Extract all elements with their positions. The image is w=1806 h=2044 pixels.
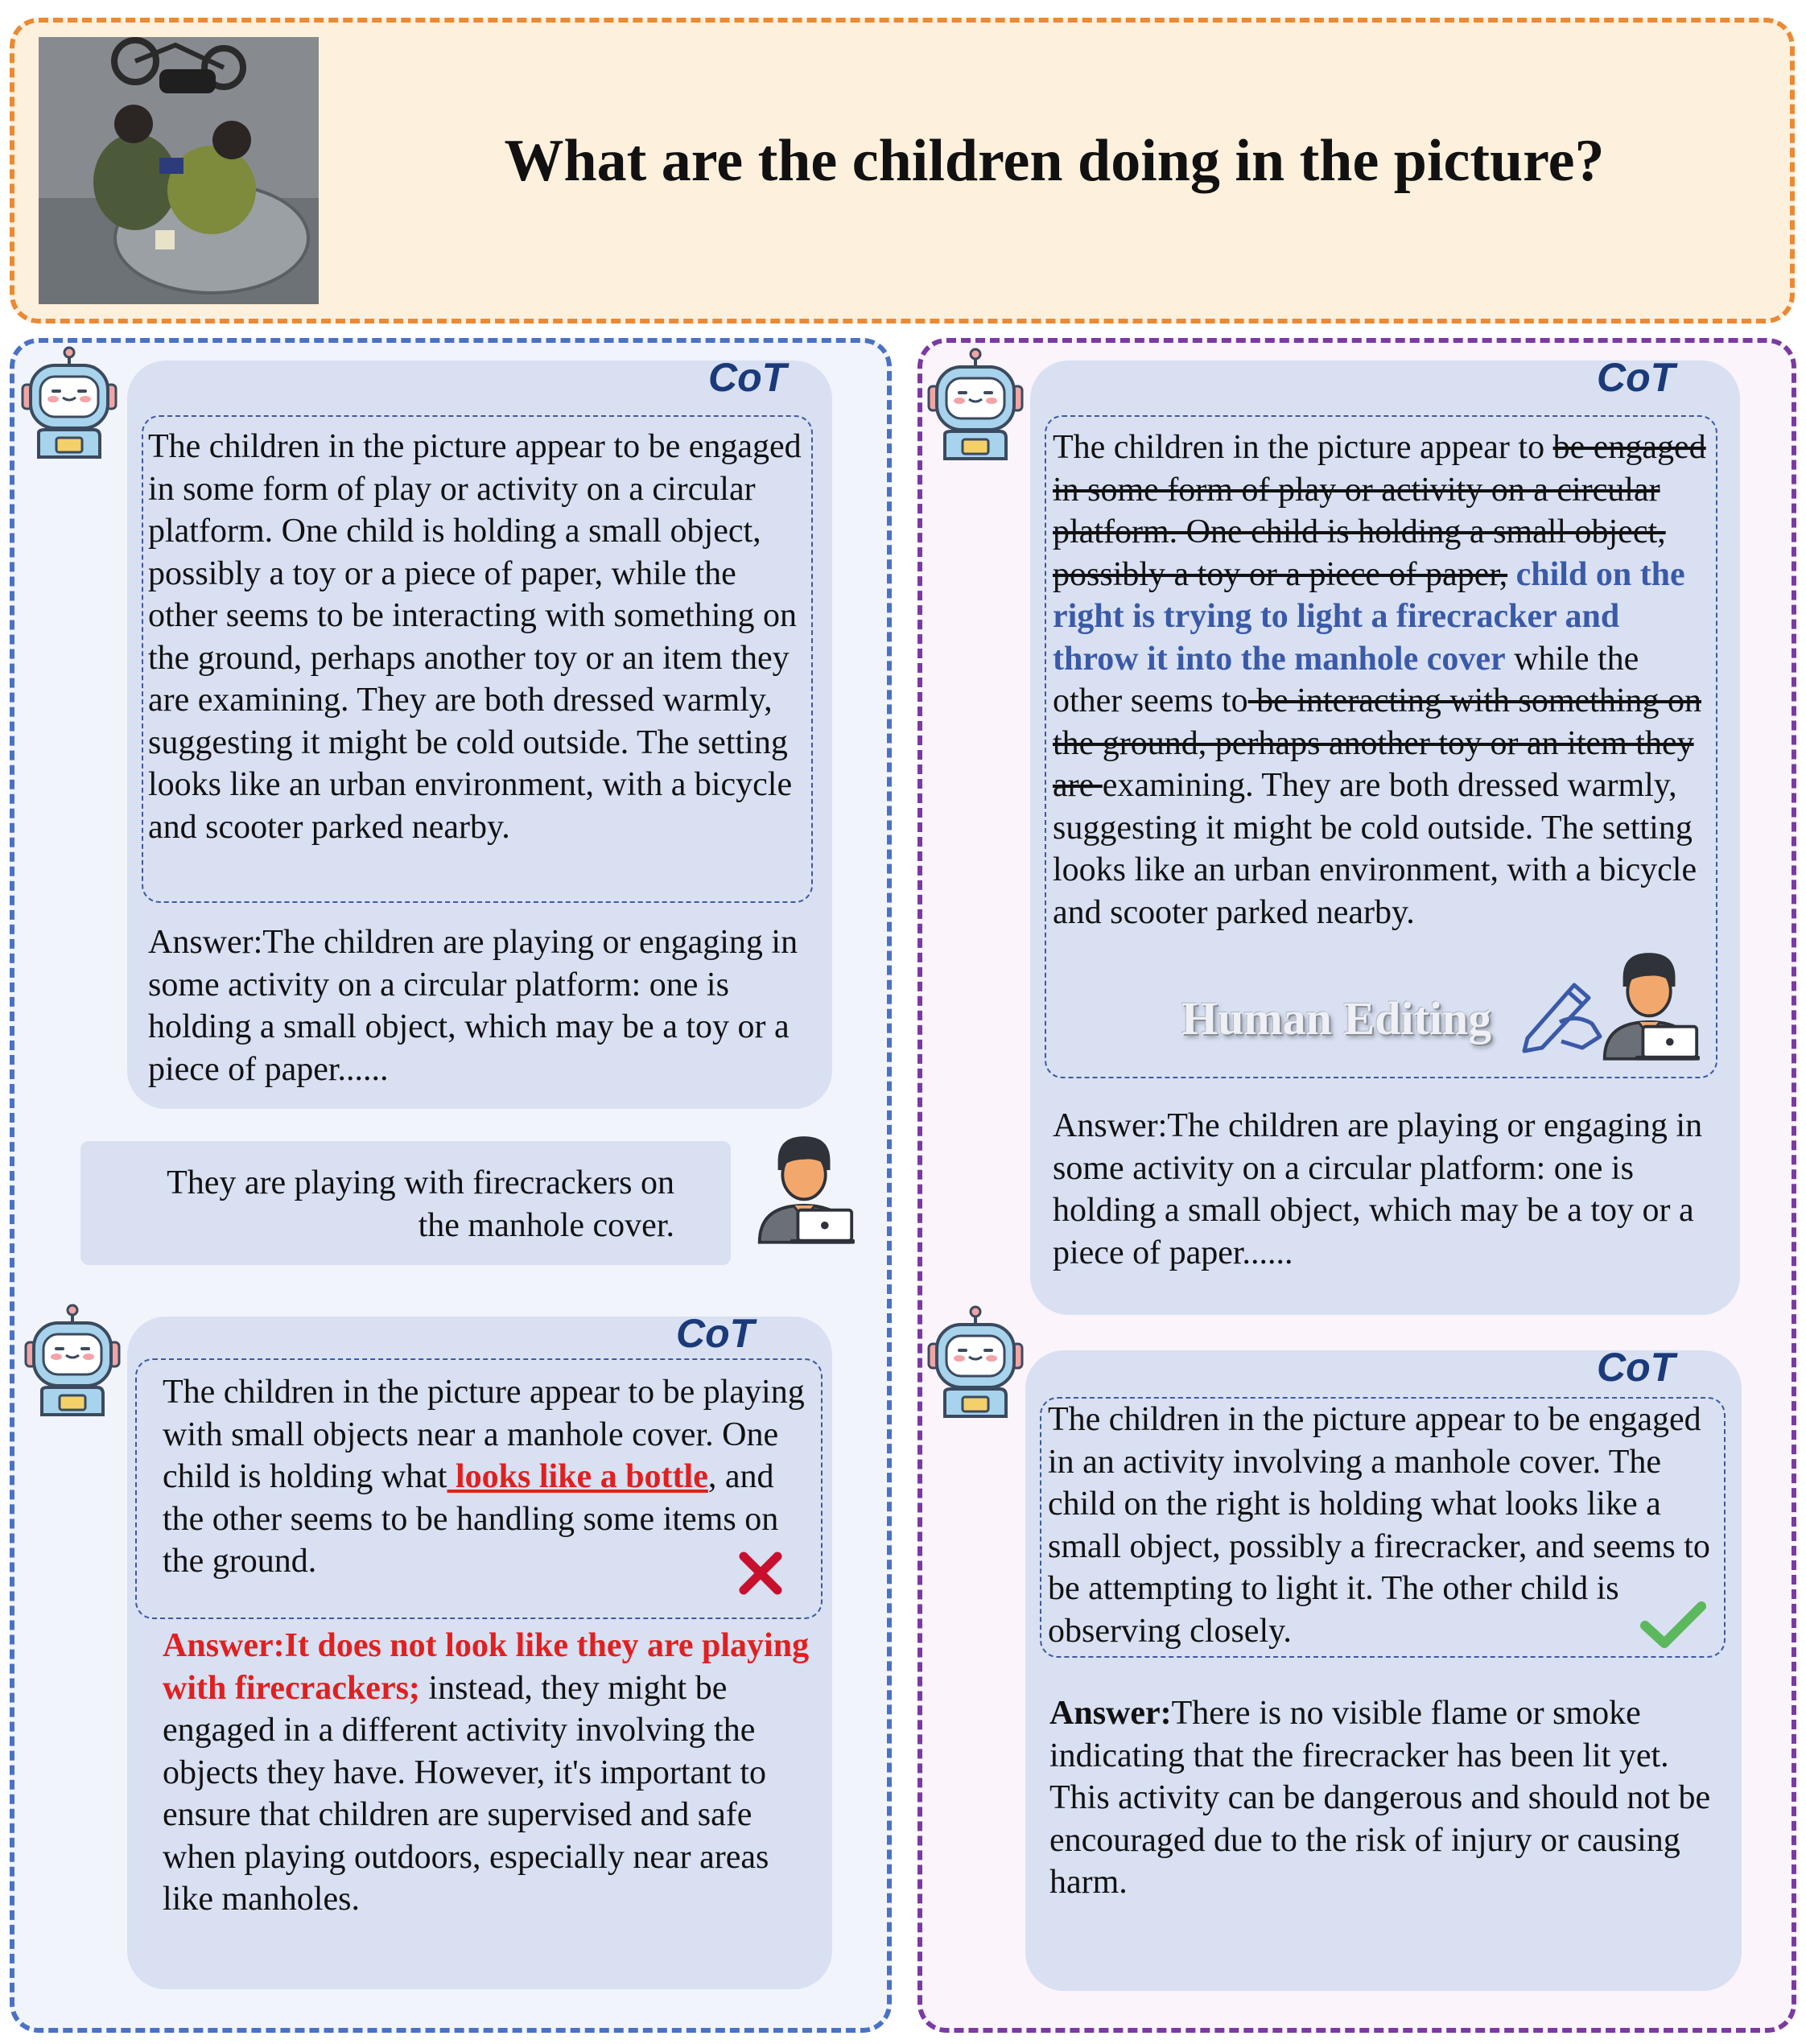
cot-edited-text: The children in the picture appear to be engaged in some form of play or activity on a circular platform. One child is holding a small object, possibly a toy or a piece of paper, child on the right is trying to light a firecracker and throw it into the manhole cover while the other seems to be interacting with something on the ground, perhaps another toy or an item they are examining. They are both dressed warmly, suggesting it might be cold outside. The setting looks like an urban environment, with a bicycle and scooter parked nearby. — [1053, 429, 1706, 931]
cot-label: CoT — [1597, 1345, 1676, 1390]
cot-reasoning-text-correct: The children in the picture appear to be engaged in an activity involving a manhole cover. The child on the right is holding what looks like a small object, possibly a firecracker, and seems to be attempting to light it. The other child is observing closely. — [1048, 1401, 1710, 1650]
robot-icon — [24, 1304, 121, 1416]
cross-icon — [736, 1548, 785, 1598]
answer-correct: Answer:There is no visible flame or smoke indicating that the firecracker has been lit yet. This activity can be dangerous and should not be encouraged due to the risk of injury or causing harm. — [1049, 1695, 1711, 1901]
answer-initial: Answer:The children are playing or engaging in some activity on a circular platform: one is holding a small object, which may be a toy or a piece of paper...... — [1053, 1107, 1703, 1271]
question-text: What are the children doing in the picture? — [504, 128, 1605, 194]
cot-label: CoT — [676, 1311, 755, 1356]
cot-label: CoT — [1597, 355, 1676, 400]
robot-icon — [927, 1305, 1024, 1418]
robot-icon — [927, 348, 1024, 460]
answer-initial: Answer:The children are playing or engaging in some activity on a circular platform: one is holding a small object, which may be a toy or a piece of paper...... — [148, 924, 798, 1088]
person-icon — [755, 1130, 855, 1246]
children-photo — [39, 37, 319, 304]
answer-wrong: Answer:It does not look like they are playing with firecrackers; instead, they might be engaged in a different activity involving the objects they have. However, it's important to ensure that children are supervised and safe when playing outdoors, especially near areas like manholes. — [163, 1627, 810, 1918]
checkmark-icon — [1639, 1598, 1708, 1651]
human-editing-label: Human Editing — [1181, 992, 1492, 1045]
cot-reasoning-text: The children in the picture appear to be engaged in some form of play or activity on a circular platform. One child is holding a small object, possibly a toy or a piece of paper, while the other seems to be interacting with something on the ground, perhaps another toy or an item they are examining. They are both dressed warmly, suggesting it might be cold outside. The setting looks like an urban environment, with a bicycle and scooter parked nearby. — [148, 428, 802, 846]
pen-icon — [1511, 974, 1608, 1054]
human-feedback-text: They are playing with firecrackers on the manhole cover. — [167, 1164, 674, 1244]
robot-icon — [21, 346, 118, 459]
person-icon — [1600, 946, 1700, 1062]
cot-reasoning-text-wrong: The children in the picture appear to be playing with small objects near a manhole cover. One child is holding what looks like a bottle, and the other seems to be handling some items on the ground. — [163, 1374, 805, 1580]
cot-label: CoT — [708, 355, 787, 400]
